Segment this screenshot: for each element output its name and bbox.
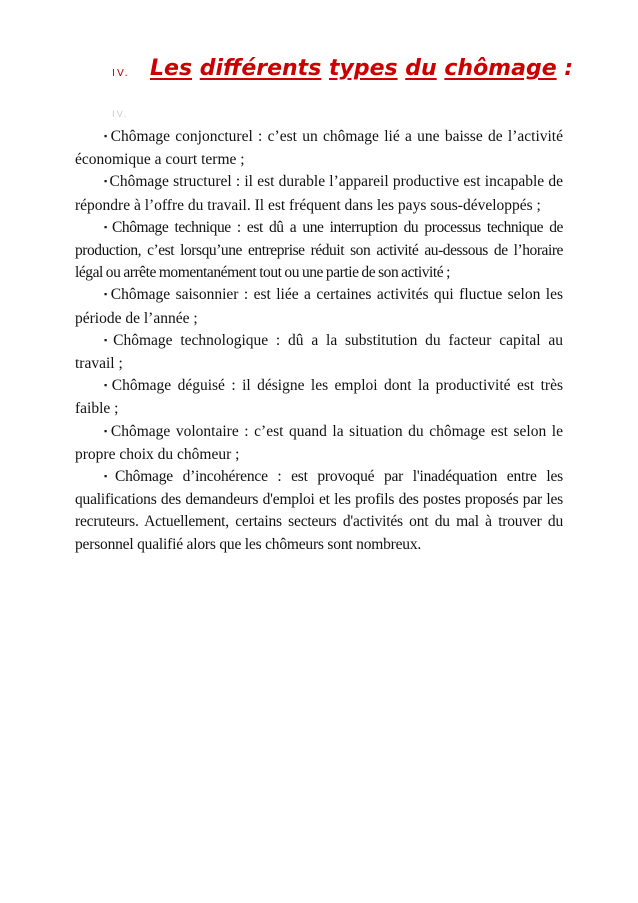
document-body (75, 126, 563, 556)
bullet-icon: ▪ (104, 289, 109, 300)
section-heading (0, 56, 638, 96)
title-word: chômage (444, 56, 557, 81)
bullet-icon: ▪ (104, 176, 108, 187)
title-word: types (328, 56, 398, 81)
section-title (150, 56, 573, 81)
section-number: IV. (112, 68, 130, 79)
bullet-icon: ▪ (104, 380, 110, 391)
title-word: Les (150, 56, 193, 81)
paragraph-conjoncturel (75, 126, 563, 171)
bullet-icon: ▪ (104, 425, 109, 436)
bullet-icon: ▪ (104, 131, 109, 141)
title-word: du (405, 56, 437, 81)
paragraph-text: Chômage d’incohérence : est provoqué par l'inadéquation entre les qualifications des demandeurs d'emploi et les profils des postes proposés par les recruteurs. Actuellement, certains secteurs d'activités ont du mal à trouver du personnel qualifié alors que les chômeurs sont nombreux. (75, 468, 563, 553)
paragraph-text: Chômage structurel : il est durable l’appareil productive est incapable de répondre à l’offre du travail. Il est fréquent dans les pays sous-développés ; (75, 173, 563, 214)
bullet-icon: ▪ (104, 221, 111, 232)
bullet-icon: ▪ (104, 334, 112, 345)
paragraph-deguise (75, 375, 563, 420)
paragraph-technique (75, 217, 563, 285)
sub-section-number: IV. (112, 110, 129, 120)
title-word: différents (199, 56, 322, 81)
paragraph-text: Chômage technique : est dû a une interruption du processus technique de production, c’est lorsqu’une entreprise réduit son activité au-dessous de l’horaire légal ou arrête momentanément tout ou une partie de son activité ; (75, 218, 563, 282)
paragraph-text: Chômage volontaire : c’est quand la situation du chômage est selon le propre choix du chômeur ; (75, 422, 563, 463)
paragraph-text: Chômage conjoncturel : c’est un chômage lié a une baisse de l’activité économique a court terme ; (75, 128, 563, 169)
paragraph-technologique (75, 330, 563, 375)
paragraph-text: Chômage déguisé : il désigne les emploi dont la productivité est très faible ; (75, 377, 563, 418)
paragraph-volontaire (75, 421, 563, 466)
paragraph-incoherence (75, 466, 563, 556)
bullet-icon: ▪ (104, 471, 113, 482)
paragraph-saisonnier (75, 284, 563, 329)
paragraph-structurel (75, 171, 563, 216)
title-colon: : (564, 56, 574, 81)
paragraph-text: Chômage saisonnier : est liée a certaines activités qui fluctue selon les période de l’année ; (75, 286, 563, 327)
paragraph-text: Chômage technologique : dû a la substitution du facteur capital au travail ; (75, 331, 563, 373)
